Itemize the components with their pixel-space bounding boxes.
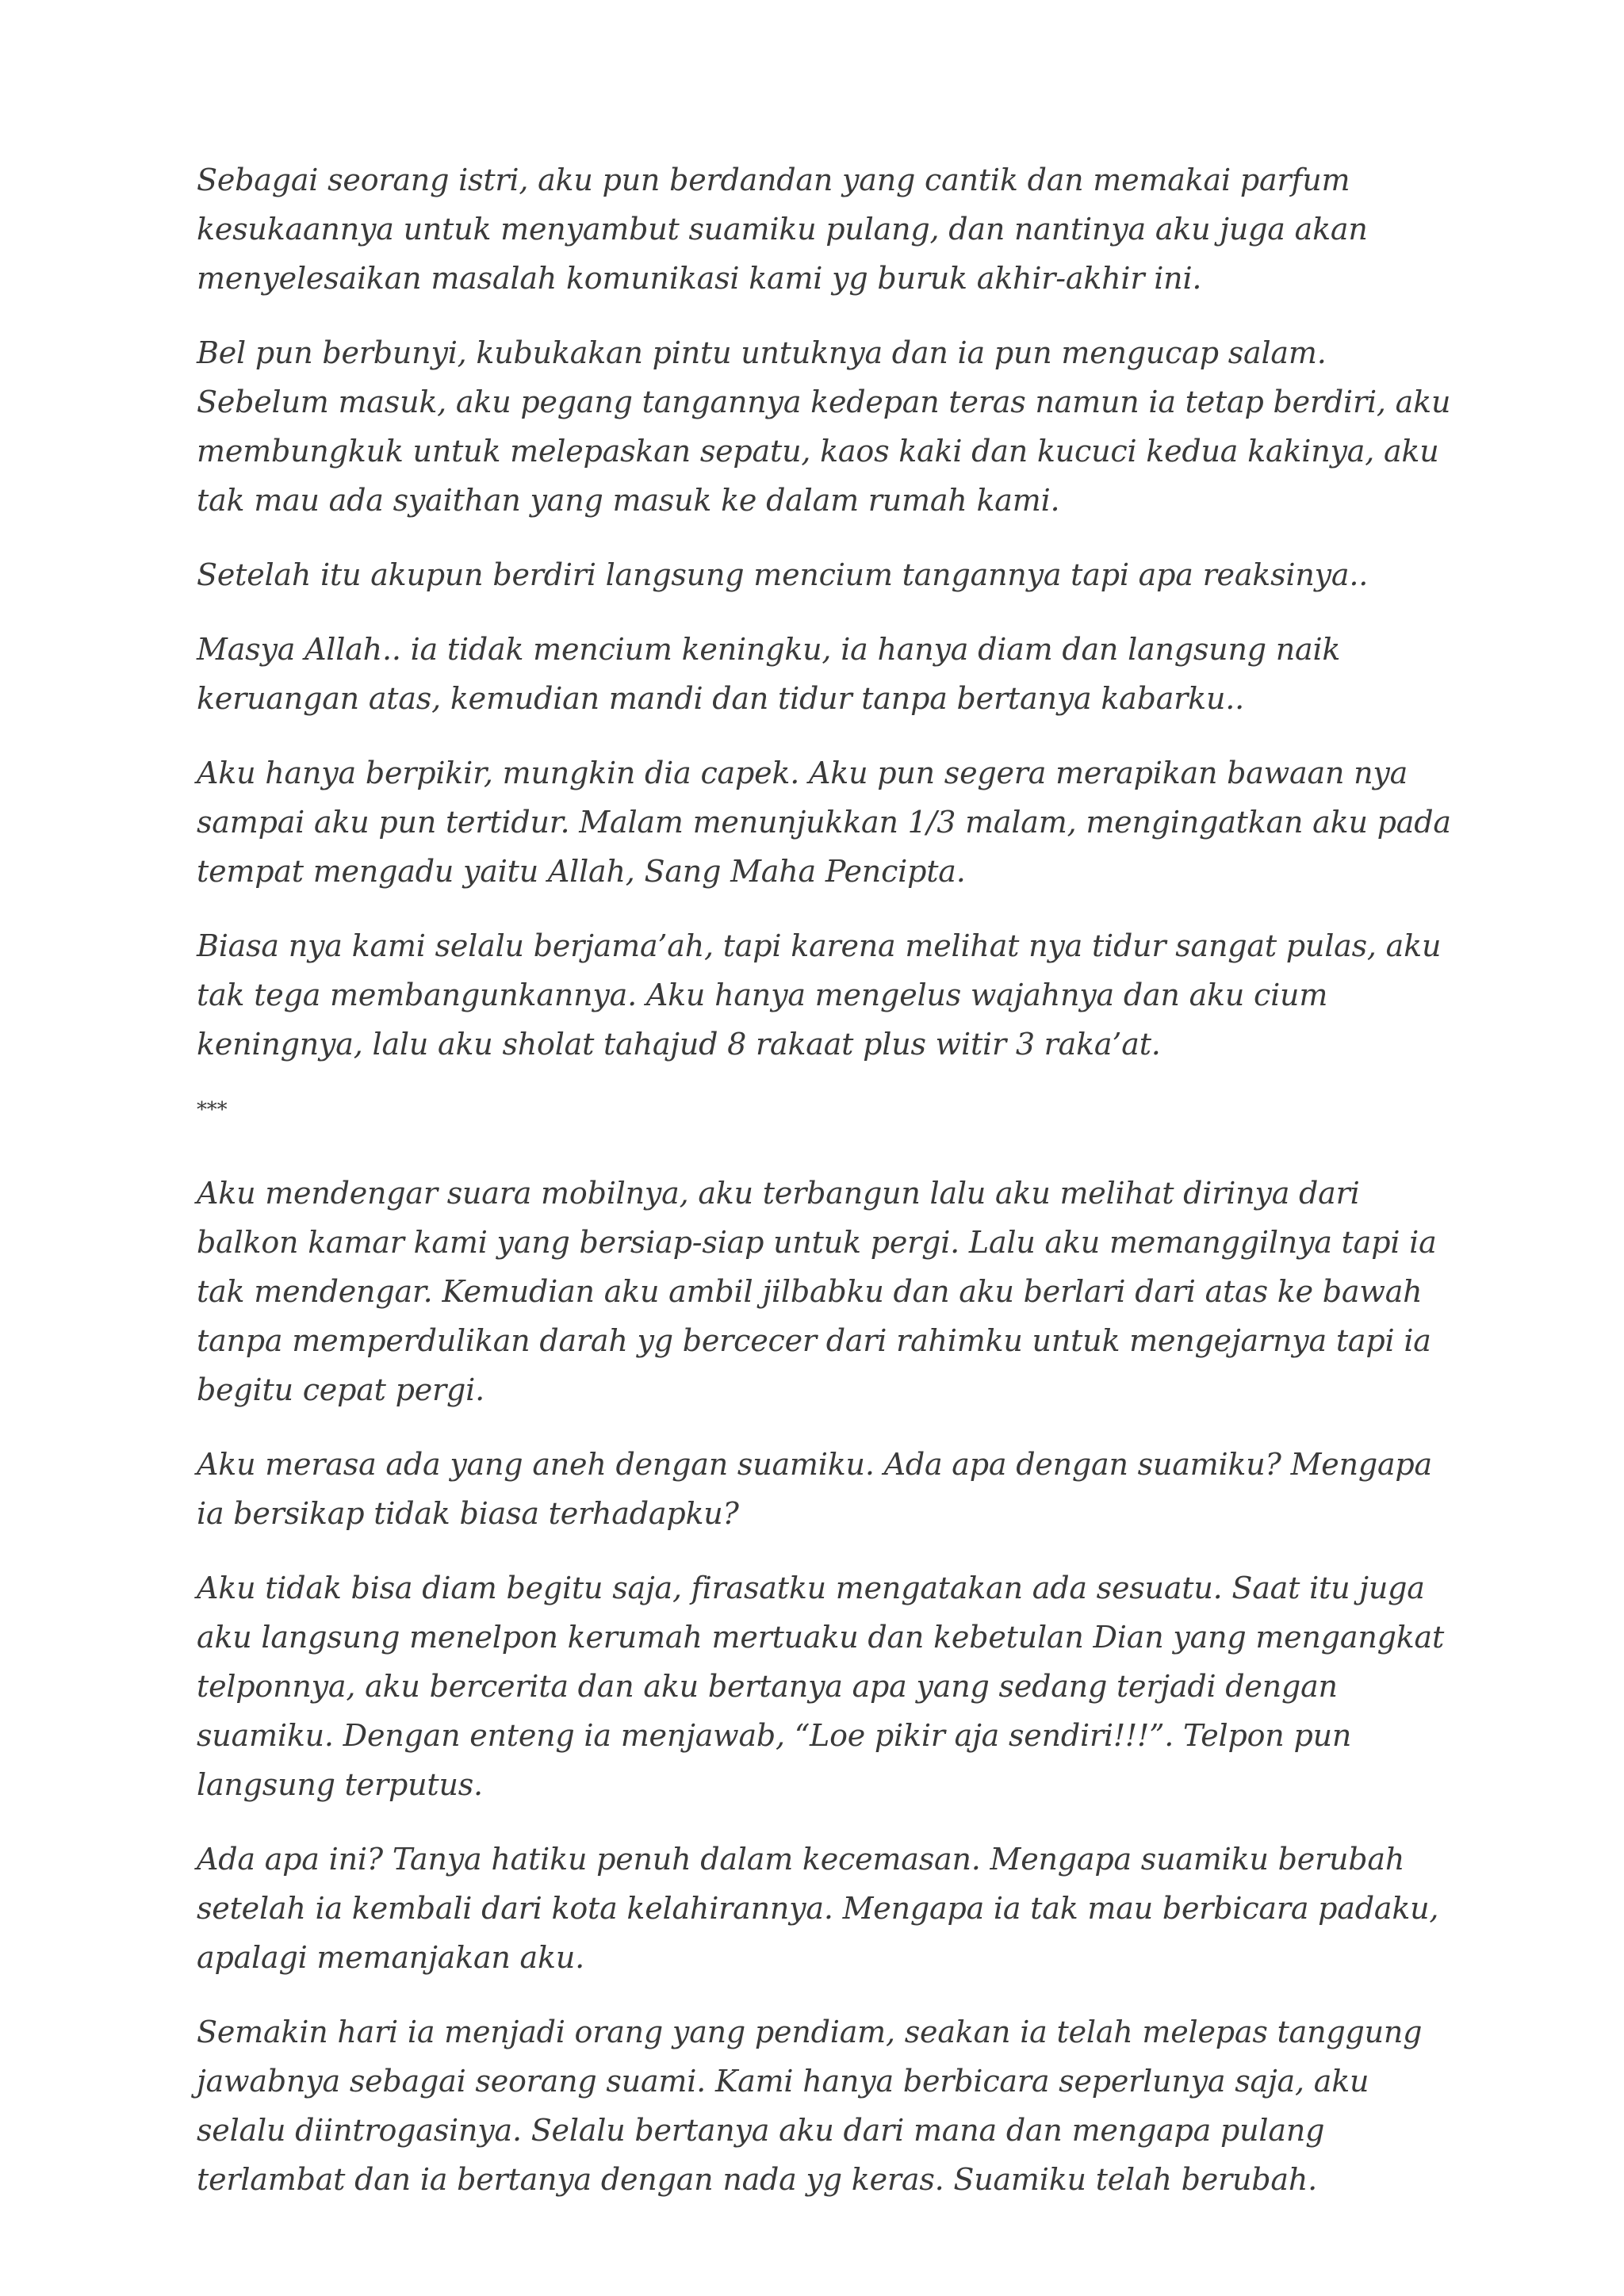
paragraph-11: Semakin hari ia menjadi orang yang pendiam, seakan ia telah melepas tanggung jawabnya sebagai seorang suami. Kami hanya berbicara seperlunya saja, aku selalu diintrogasinya. Selalu bertanya aku dari mana dan mengapa pulang terlambat dan ia bertanya dengan nada yg keras. Suamiku telah berubah. xyxy=(197,2015,1423,2197)
paragraph-4: Masya Allah.. ia tidak mencium keningku, ia hanya diam dan langsung naik keruangan atas, kemudian mandi dan tidur tanpa bertanya kabarku.. xyxy=(197,632,1341,716)
paragraph-9: Aku tidak bisa diam begitu saja, firasatku mengatakan ada sesuatu. Saat itu juga aku langsung menelpon kerumah mertuaku dan kebetulan Dian yang mengangkat telponnya, aku bercerita dan aku bertanya apa yang sedang terjadi dengan suamiku. Dengan enteng ia menjawab, “Loe pikir aja sendiri!!!”. Telpon pun langsung terputus. xyxy=(197,1571,1445,1802)
paragraph-3: Setelah itu akupun berdiri langsung mencium tangannya tapi apa reaksinya.. xyxy=(197,557,1369,592)
paragraph-10: Ada apa ini? Tanya hatiku penuh dalam kecemasan. Mengapa suamiku berubah setelah ia kembali dari kota kelahirannya. Mengapa ia tak mau berbicara padaku, apalagi memanjakan aku. xyxy=(197,1842,1439,1975)
document-body xyxy=(197,155,1457,2229)
paragraph-1: Sebagai seorang istri, aku pun berdandan yang cantik dan memakai parfum kesukaannya untuk menyambut suamiku pulang, dan nantinya aku juga akan menyelesaikan masalah komunikasi kami yg buruk akhir-akhir ini. xyxy=(197,163,1368,296)
paragraph-2: Bel pun berbunyi, kubukakan pintu untuknya dan ia pun mengucap salam. Sebelum masuk, aku pegang tangannya kedepan teras namun ia tetap berdiri, aku membungkuk untuk melepaskan sepatu, kaos kaki dan kucuci kedua kakinya, aku tak mau ada syaithan yang masuk ke dalam rumah kami. xyxy=(197,335,1451,518)
paragraph-5: Aku hanya berpikir, mungkin dia capek. Aku pun segera merapikan bawaan nya sampai aku pun tertidur. Malam menunjukkan 1/3 malam, mengingatkan aku pada tempat mengadu yaitu Allah, Sang Maha Pencipta. xyxy=(197,756,1451,889)
paragraph-6: Biasa nya kami selalu berjama’ah, tapi karena melihat nya tidur sangat pulas, aku tak tega membangunkannya. Aku hanya mengelus wajahnya dan aku cium keningnya, lalu aku sholat tahajud 8 rakaat plus witir 3 raka’at. xyxy=(197,928,1442,1062)
paragraph-8: Aku merasa ada yang aneh dengan suamiku. Ada apa dengan suamiku? Mengapa ia bersikap tidak biasa terhadapku? xyxy=(197,1447,1433,1531)
paragraph-7: Aku mendengar suara mobilnya, aku terbangun lalu aku melihat dirinya dari balkon kamar kami yang bersiap-siap untuk pergi. Lalu aku memanggilnya tapi ia tak mendengar. Kemudian aku ambil jilbabku dan aku berlari dari atas ke bawah tanpa memperdulikan darah yg bercecer dari rahimku untuk mengejarnya tapi ia begitu cepat pergi. xyxy=(197,1176,1437,1407)
section-separator: *** xyxy=(197,1098,228,1122)
